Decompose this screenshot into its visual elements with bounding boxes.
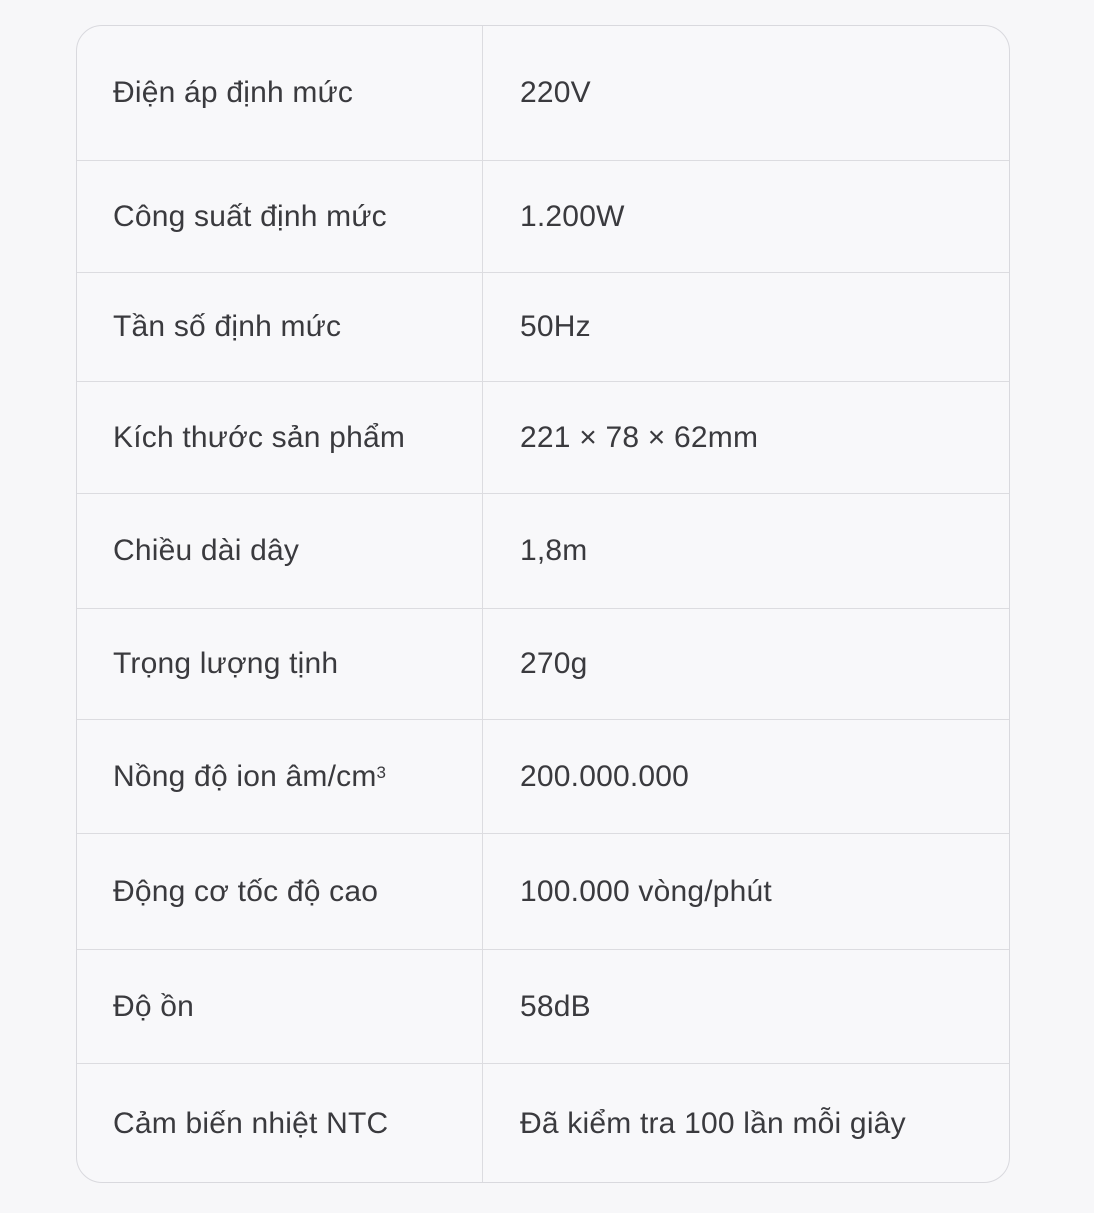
spec-row [77, 950, 1009, 1064]
spec-row [77, 1064, 1009, 1183]
spec-value: 50Hz [520, 310, 591, 343]
spec-label: Trọng lượng tịnh [113, 647, 339, 680]
spec-row [77, 720, 1009, 834]
spec-row [77, 609, 1009, 720]
spec-value: Đã kiểm tra 100 lần mỗi giây [520, 1107, 906, 1140]
spec-label: Cảm biến nhiệt NTC [113, 1107, 389, 1140]
spec-value: 100.000 vòng/phút [520, 874, 772, 908]
spec-row [77, 382, 1009, 494]
spec-label: Động cơ tốc độ cao [113, 874, 379, 908]
spec-row [77, 161, 1009, 273]
spec-row [77, 494, 1009, 609]
spec-label: Độ ồn [113, 989, 195, 1023]
spec-label: Kích thước sản phẩm [113, 420, 406, 454]
spec-table [76, 25, 1010, 1183]
spec-label: Chiều dài dây [113, 534, 300, 567]
spec-label: Nồng độ ion âm/cm $^3$ [113, 759, 387, 793]
spec-row [77, 273, 1009, 382]
spec-label-text: Nồng độ ion âm/cm [113, 759, 377, 793]
spec-value: 1.200W [520, 199, 625, 233]
spec-value: 1,8m [520, 534, 588, 567]
spec-value: 270g [520, 647, 588, 680]
spec-value: 200.000.000 [520, 759, 690, 793]
spec-value: 221 × 78 × 62mm [520, 420, 759, 454]
spec-label: Tần số định mức [113, 310, 342, 343]
spec-label: Điện áp định mức [113, 76, 354, 109]
spec-value: 220V [520, 76, 591, 109]
spec-value: 58dB [520, 989, 591, 1023]
spec-label: Công suất định mức [113, 199, 387, 233]
spec-row [77, 26, 1009, 161]
spec-row [77, 834, 1009, 950]
